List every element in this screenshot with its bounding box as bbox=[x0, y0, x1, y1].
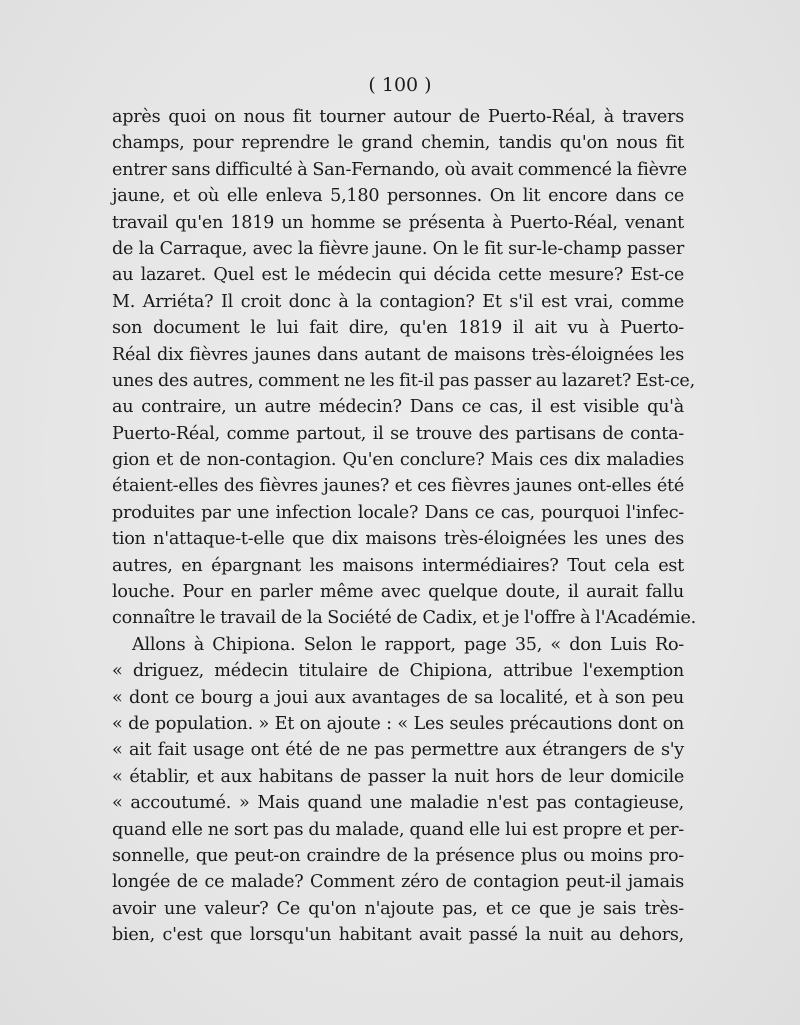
text-line: Réal dix fièvres jaunes dans autant de maisons très-éloignées les bbox=[112, 344, 684, 365]
text-line: longée de ce malade? Comment zéro de contagion peut-il jamais bbox=[112, 872, 684, 893]
text-line: au contraire, un autre médecin? Dans ce cas, il est visible qu'à bbox=[112, 397, 684, 418]
text-line: de la Carraque, avec la fièvre jaune. On le fit sur-le-champ passer bbox=[112, 238, 684, 259]
body-text bbox=[112, 104, 696, 949]
text-line: « ait fait usage ont été de ne pas permettre aux étrangers de s'y bbox=[112, 740, 684, 761]
text-line: travail qu'en 1819 un homme se présenta à Puerto-Réal, venant bbox=[112, 212, 684, 233]
text-line: connaître le travail de la Société de Cadix, et je l'offre à l'Académie. bbox=[112, 608, 696, 629]
text-line: tion n'attaque-t-elle que dix maisons très-éloignées les unes des bbox=[112, 529, 684, 550]
page-number: ( 100 ) bbox=[368, 74, 432, 96]
text-line: M. Arriéta? Il croit donc à la contagion? Et s'il est vrai, comme bbox=[112, 291, 684, 312]
text-line: « de population. » Et on ajoute : « Les seules précautions dont on bbox=[112, 713, 684, 734]
text-line: gion et de non-contagion. Qu'en conclure? Mais ces dix maladies bbox=[112, 450, 684, 471]
text-line: produites par une infection locale? Dans ce cas, pourquoi l'infec- bbox=[112, 502, 684, 523]
text-line: « dont ce bourg a joui aux avantages de sa localité, et à son peu bbox=[112, 687, 684, 708]
text-line: avoir une valeur? Ce qu'on n'ajoute pas, et ce que je sais très- bbox=[112, 898, 684, 919]
text-line: quand elle ne sort pas du malade, quand elle lui est propre et per- bbox=[112, 819, 684, 840]
text-line: bien, c'est que lorsqu'un habitant avait passé la nuit au dehors, bbox=[112, 925, 684, 946]
text-line: jaune, et où elle enleva 5,180 personnes. On lit encore dans ce bbox=[112, 186, 684, 207]
text-line: louche. Pour en parler même avec quelque doute, il aurait fallu bbox=[112, 582, 684, 603]
text-line: son document le lui fait dire, qu'en 1819 il ait vu à Puerto- bbox=[112, 318, 684, 339]
paragraph-start-line: Allons à Chipiona. Selon le rapport, page 35, « don Luis Ro- bbox=[132, 634, 684, 655]
text-line: au lazaret. Quel est le médecin qui décida cette mesure? Est-ce bbox=[112, 265, 684, 286]
text-line: étaient-elles des fièvres jaunes? et ces fièvres jaunes ont-elles été bbox=[112, 476, 684, 497]
text-line: unes des autres, comment ne les fit-il pas passer au lazaret? Est-ce, bbox=[112, 370, 695, 391]
text-line: Puerto-Réal, comme partout, il se trouve des partisans de conta- bbox=[112, 423, 684, 444]
text-line: « driguez, médecin titulaire de Chipiona, attribue l'exemption bbox=[112, 661, 684, 682]
text-line: après quoi on nous fit tourner autour de Puerto-Réal, à travers bbox=[112, 107, 684, 127]
text-line: « établir, et aux habitans de passer la nuit hors de leur domicile bbox=[112, 766, 684, 787]
text-line: champs, pour reprendre le grand chemin, tandis qu'on nous fit bbox=[112, 133, 684, 154]
text-line: autres, en épargnant les maisons intermédiaires? Tout cela est bbox=[112, 555, 684, 576]
text-line: sonnelle, que peut-on craindre de la présence plus ou moins pro- bbox=[112, 845, 684, 866]
text-line: entrer sans difficulté à San-Fernando, où avait commencé la fièvre bbox=[112, 159, 687, 180]
text-line: « accoutumé. » Mais quand une maladie n'est pas contagieuse, bbox=[112, 793, 684, 814]
